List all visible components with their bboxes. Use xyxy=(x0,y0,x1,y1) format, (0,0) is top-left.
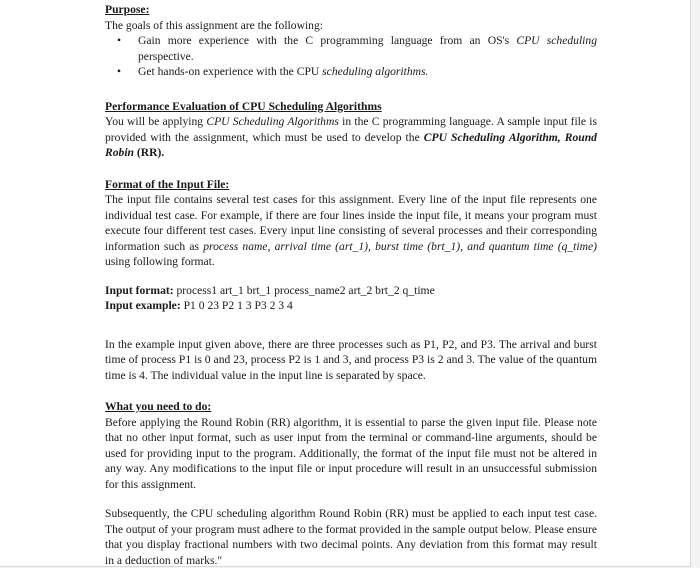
input-format-line: Input format: process1 art_1 brt_1 process_name2 art_2 brt_2 q_time xyxy=(105,283,435,297)
document-content xyxy=(105,2,597,568)
todo-heading: What you need to do: xyxy=(105,400,212,413)
performance-section xyxy=(105,99,597,161)
purpose-bullet-1: • Gain more experience with the C programming language from an OS's CPU scheduling perspective. xyxy=(117,34,597,63)
purpose-bullet-list xyxy=(105,33,597,80)
purpose-bullet-2: • Get hands-on experience with the CPU scheduling algorithms. xyxy=(117,65,429,78)
purpose-section xyxy=(105,2,597,80)
example-explanation: In the example input given above, there are three processes such as P1, P2, and P3. The arrival and burst time of process P1 is 0 and 23, process P2 is 1 and 3, and process P3 is 2 and 3. The value of the quantum time is 4. The individual value in the input line is separated by space. xyxy=(105,337,597,382)
performance-heading: Performance Evaluation of CPU Scheduling Algorithms xyxy=(105,99,382,113)
input-example-line: Input example: P1 0 23 P2 1 3 P3 2 3 4 xyxy=(105,299,293,312)
purpose-heading: Purpose: xyxy=(105,3,150,16)
todo-paragraph-1: Before applying the Round Robin (RR) algorithm, it is essential to parse the given input file. Please note that no other input format, such as user input from the terminal or command-line arguments, should be used for providing input to the program. Additionally, the format of the input file must not be altered in any way. Any modifications to the input file or input procedure will result in an unsuccessful submission for this assignment. xyxy=(105,415,597,491)
input-format-paragraph: The input file contains several test cases for this assignment. Every line of the input file represents one individual test case. For example, if there are four lines inside the input file, it means your program must execute four different test cases. Every input line consisting of several processes and their corresponding information such as process name, arrival time (art_1), burst time (brt_1), and quantum time (q_time) using following format. xyxy=(105,193,598,268)
performance-paragraph: You will be applying CPU Scheduling Algorithms in the C programming language. A sample input file is provided with the assignment, which must be used to develop the CPU Scheduling Algorithm, Round Robin (RR). xyxy=(105,115,598,159)
purpose-intro: The goals of this assignment are the following: xyxy=(105,18,323,32)
bullet-icon: • xyxy=(117,65,122,78)
input-format-heading: Format of the Input File: xyxy=(105,177,230,191)
input-format-section xyxy=(105,177,597,384)
todo-paragraph-2: Subsequently, the CPU scheduling algorithm Round Robin (RR) must be applied to each input test case. The output of your program must adhere to the format provided in the sample output below. Please ensure that you display fractional numbers with two decimal points. Any deviation from this format may result in a deduction of marks." xyxy=(105,507,597,567)
bullet-icon: • xyxy=(117,34,122,47)
todo-section xyxy=(105,399,597,568)
